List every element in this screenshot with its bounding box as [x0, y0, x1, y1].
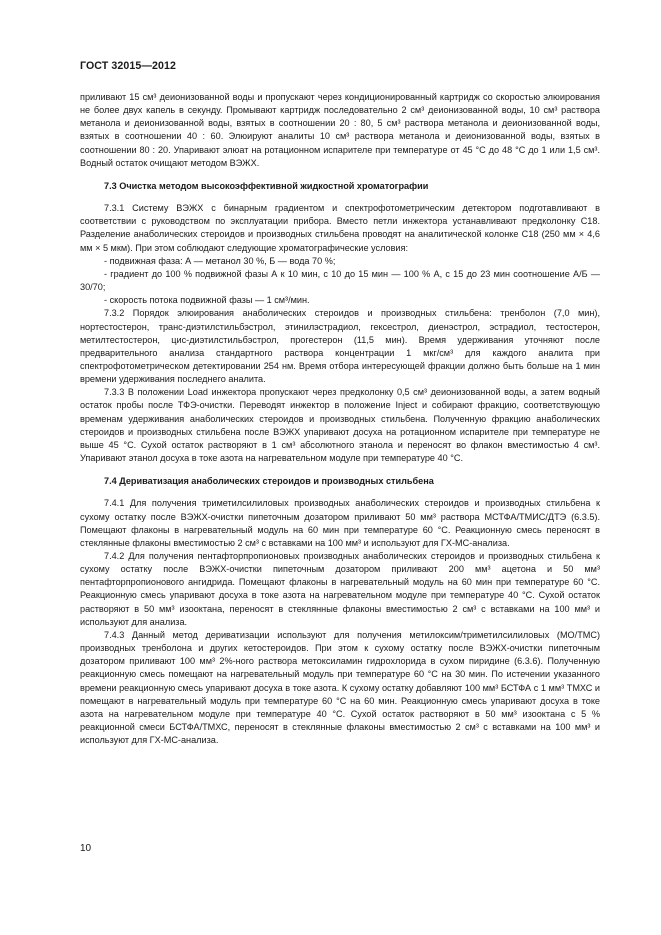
list-item-mobile-phase: - подвижная фаза: А — метанол 30 %, Б — вода 70 %; — [104, 255, 336, 266]
paragraph-continuation: приливают 15 см³ деионизованной воды и пропускают через кондиционированный картридж со скоростью элюирования не более двух капель в секунду. Промывают картридж последовательно 2 см³ деионизованной воды, 10 см³ раствора метанола и деионизованной воды, взятых в соотношении 20 : 80, 5 см³ раствора метанола и деионизованной воды, взятых в соотношении 40 : 60. Элюируют аналиты 10 см³ раствора метанола и деионизованной воды, взятых в соотношении 80 : 20. Упаривают элюат на ротационном испарителе при температуре от 45 °С до 48 °С до 1 или 1,5 см³. Водный остаток очищают методом ВЭЖХ. — [80, 92, 600, 168]
list-item-gradient: - градиент до 100 % подвижной фазы А к 10 мин, с 10 до 15 мин — 100 % А, с 15 до 23 мин соотношение А/Б — 30/70; — [80, 268, 600, 293]
document-header: ГОСТ 32015—2012 — [80, 60, 177, 72]
paragraph-7-3-3: 7.3.3 В положении Load инжектора пропускают через предколонку 0,5 см³ деионизованной воды, а затем водный остаток пробы после ТФЭ-очистки. Переводят инжектор в положение Inject и собирают фракцию, соответствующую временам удерживания анаболических стероидов и производных стильбена. Полученную фракцию анаболических стероидов и производных стильбена после ВЭЖХ упаривают досуха на ротационном испарителе при температуре не выше 45 °С. Сухой остаток растворяют в 1 см³ абсолютного этанола и переносят во флакон вместимостью 4 см³. Упаривают этанол досуха в токе азота на нагревательном модуле при температуре 40 °С. — [80, 387, 600, 464]
paragraph-7-4-1: 7.4.1 Для получения триметилсилиловых производных анаболических стероидов и производных стильбена к сухому остатку после ВЭЖХ-очистки пипеточным дозатором приливают 50 мм³ раствора МСТФА/ТМИС/ДТЭ (6.3.5). Помещают флаконы в нагревательный модуль на 60 мин при температуре 60 °С. Реакционную смесь переносят в стеклянные флаконы вместимостью 2 см³ с вставками на 100 мм³ и используют для ГХ-МС-анализа. — [80, 498, 600, 548]
list-item-flow-rate: - скорость потока подвижной фазы — 1 см³/мин. — [104, 295, 310, 306]
paragraph-7-4-2: 7.4.2 Для получения пентафторпропионовых производных анаболических стероидов и производных стильбена к сухому остатку после ВЭЖХ-очистки пипеточным дозатором приливают 200 мм³ ацетона и 50 мм³ пентафторпропионового ангидрида. Помещают флаконы в нагревательный модуль на 60 мин при температуре 60 °С. Реакционную смесь упаривают досуха в токе азота на нагревательном модуле при температуре 40 °С. Сухой остаток растворяют в 50 мм³ изооктана, переносят в стеклянные флаконы вместимостью 2 см³ с вставками на 100 мм³ и используют для анализа. — [80, 551, 600, 627]
section-heading-7-3: 7.3 Очистка методом высокоэффективной жидкостной хроматографии — [104, 180, 429, 191]
paragraph-7-3-1: 7.3.1 Систему ВЭЖХ с бинарным градиентом и спектрофотометрическим детектором подготавливают в соответствии с руководством по эксплуатации прибора. Вместо петли инжектора устанавливают предколонку С18. Разделение анаболических стероидов и производных стильбена проводят на аналитической колонке С18 (250 мм × 4,6 мм × 5 мкм). При этом соблюдают следующие хроматографические условия: — [80, 203, 600, 253]
section-heading-7-4: 7.4 Дериватизация анаболических стероидов и производных стильбена — [104, 476, 434, 487]
paragraph-7-3-2: 7.3.2 Порядок элюирования анаболических стероидов и производных стильбена: тренболон (7,0 мин), нортестостерон, транс-диэтилстильбэстрол, этинилэстрадиол, гексестрол, диенэстрол, эстрадиол, тестостерон, метилтестостерон, цис-диэтилстильбэстрол, прогестерон (11,5 мин). Время удерживания уточняют после предварительного анализа стандартного раствора концентрации 1 мкг/см³ для каждого аналита при спектрофотометрическом детектировании 254 нм. Время отбора интересующей фракции должно быть больше на 1 мин времени удерживания последнего аналита. — [80, 308, 600, 385]
page-number: 10 — [80, 843, 92, 854]
document-body — [80, 91, 600, 747]
paragraph-7-4-3: 7.4.3 Данный метод дериватизации используют для получения метилоксим/триметилсилиловых (МО/ТМС) производных тренболона и других кетостероидов. При этом к сухому остатку после ВЭЖХ-очистки пипеточным дозатором приливают 100 мм³ 2%-ного раствора метоксиламин гидрохлорида в сухом пиридине (6.3.6). Полученную реакционную смесь помещают на нагревательный модуль при температуре 60 °С на 30 мин. По истечении указанного времени реакционную смесь упаривают досуха в токе азота. К сухому остатку добавляют 100 мм³ БСТФА с 1 мм³ ТМХС и помещают в нагревательный модуль при температуре 60 °С на 60 мин. Реакционную смесь упаривают досуха в токе азота на нагревательном модуле при температуре 40 °С. Сухой остаток растворяют в 50 мм³ изооктана с 5 % реакционной смеси БСТФА/ТМХС, переносят в стеклянные флаконы вместимостью 2 см³ с вставками на 100 мм³ и используют для ГХ-МС-анализа. — [80, 629, 600, 746]
